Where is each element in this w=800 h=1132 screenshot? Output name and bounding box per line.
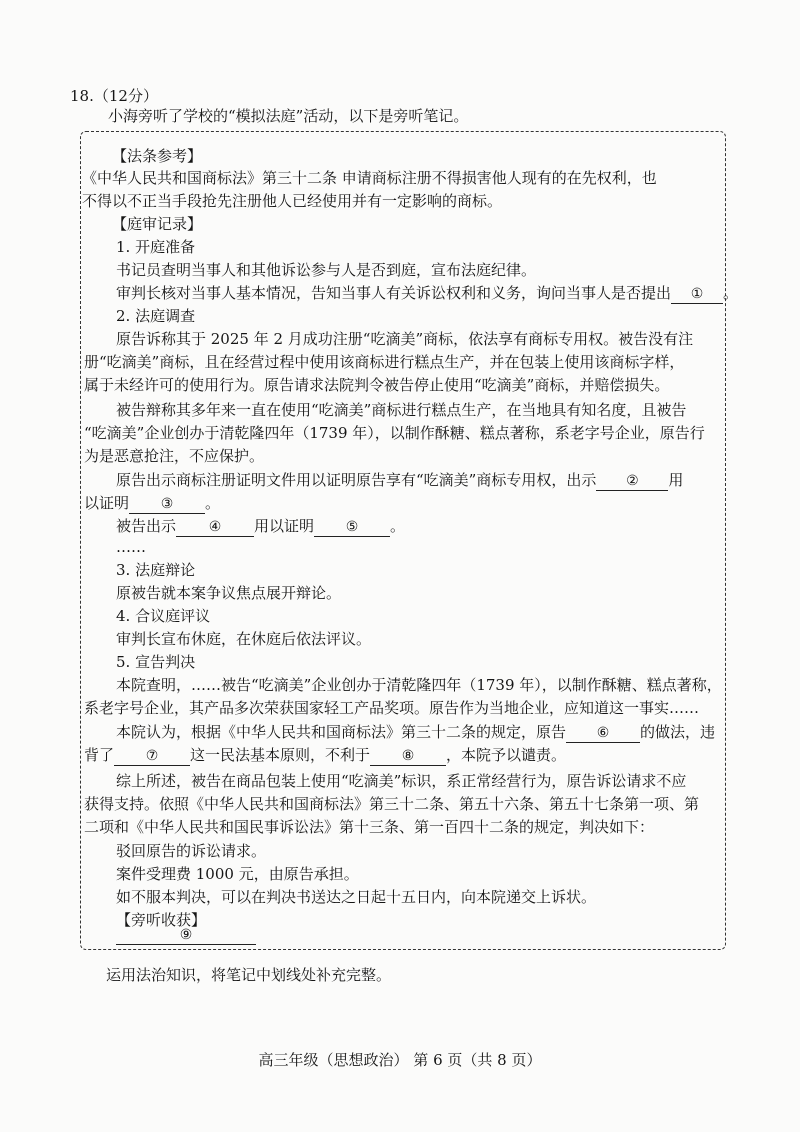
record-line: 属于未经许可的使用行为。原告请求法院判令被告停止使用“吃滴美”商标，并赔偿损失。: [84, 376, 670, 394]
text-segment: 用: [668, 471, 684, 489]
fill-blank-5[interactable]: ⑤: [314, 518, 390, 537]
verdict-line: 案件受理费 1000 元，由原告承担。: [116, 865, 359, 883]
record-line: 二项和《中华人民共和国民事诉讼法》第十三条、第一百四十二条的规定，判决如下：: [84, 818, 655, 836]
law-heading: 【法条参考】: [112, 147, 203, 165]
question-intro: 小海旁听了学校的“模拟法庭”活动，以下是旁听笔记。: [108, 107, 469, 125]
text-segment: 被告出示: [116, 517, 177, 535]
text-segment: 这一民法基本原则，不利于: [190, 746, 371, 764]
section-title: 1. 开庭准备: [116, 238, 196, 256]
record-line: [116, 722, 715, 743]
text-segment: 的做法，违: [640, 723, 716, 741]
text-segment: 背了: [84, 746, 115, 764]
fill-blank-1[interactable]: ①: [671, 285, 723, 304]
harvest-line: [116, 924, 256, 945]
record-line: [116, 470, 683, 491]
record-line: 书记员查明当事人和其他诉讼参与人是否到庭，宣布法庭纪律。: [116, 261, 537, 279]
record-line: [116, 516, 405, 537]
fill-blank-8[interactable]: ⑧: [370, 747, 446, 766]
record-line: [116, 283, 738, 304]
harvest-heading: 【旁听收获】: [116, 911, 207, 929]
record-line: 原告诉称其于 2025 年 2 月成功注册“吃滴美”商标，依法享有商标专用权。被告没有注: [116, 330, 694, 348]
record-line: 册“吃滴美”商标，且在经营过程中使用该商标进行糕点生产，并在包装上使用该商标字样，: [84, 353, 685, 371]
section-title: 5. 宣告判决: [116, 653, 196, 671]
fill-blank-3[interactable]: ③: [129, 495, 205, 514]
record-line: 本院查明，……被告“吃滴美”企业创办于清乾隆四年（1739 年），以制作酥糖、糕点著称，: [116, 676, 722, 694]
record-line: [84, 493, 220, 514]
ellipsis: ……: [116, 538, 146, 556]
record-heading: 【庭审记录】: [112, 215, 203, 233]
text-segment: 。: [205, 494, 221, 512]
text-segment: 审判长核对当事人基本情况，告知当事人有关诉讼权利和义务，询问当事人是否提出: [116, 284, 672, 302]
record-line: “吃滴美”企业创办于清乾隆四年（1739 年），以制作酥糖、糕点著称，系老字号企业，原告行: [84, 424, 705, 442]
section-title: 4. 合议庭评议: [116, 607, 211, 625]
record-line: 为是恶意抢注，不应保护。: [84, 447, 265, 465]
record-line: 审判长宣布休庭，在休庭后依法评议。: [116, 630, 372, 648]
section-title: 3. 法庭辩论: [116, 561, 196, 579]
section-title: 2. 法庭调查: [116, 307, 196, 325]
record-line: 系老字号企业，其产品多次荣获国家轻工产品奖项。原告作为当地企业，应知道这一事实……: [84, 699, 700, 717]
record-line: 综上所述，被告在商品包装上使用“吃滴美”标识，系正常经营行为，原告诉讼请求不应: [116, 772, 687, 790]
text-segment: ，本院予以谴责。: [446, 746, 567, 764]
law-text-line: 《中华人民共和国商标法》第三十二条 申请商标注册不得损害他人现有的在先权利，也: [82, 169, 657, 187]
record-line: 被告辩称其多年来一直在使用“吃滴美”商标进行糕点生产，在当地具有知名度，且被告: [116, 401, 687, 419]
fill-blank-7[interactable]: ⑦: [114, 747, 190, 766]
page-footer: 高三年级（思想政治） 第 6 页（共 8 页）: [258, 1051, 542, 1069]
law-text-line: 不得以不正当手段抢先注册他人已经使用并有一定影响的商标。: [82, 192, 503, 210]
text-segment: 。: [390, 517, 406, 535]
text-segment: 用以证明: [254, 517, 315, 535]
fill-blank-2[interactable]: ②: [596, 472, 668, 491]
verdict-line: 如不服本判决，可以在判决书送达之日起十五日内，向本院递交上诉状。: [116, 888, 597, 906]
verdict-line: 驳回原告的诉讼请求。: [116, 842, 267, 860]
record-line: 获得支持。依照《中华人民共和国商标法》第三十二条、第五十六条、第五十七条第一项、第: [84, 795, 700, 813]
question-number: 18.（12分）: [70, 87, 158, 105]
fill-blank-4[interactable]: ④: [176, 518, 254, 537]
record-line: [84, 745, 566, 766]
text-segment: 本院认为，根据《中华人民共和国商标法》第三十二条的规定，原告: [116, 723, 567, 741]
fill-blank-6[interactable]: ⑥: [566, 724, 640, 743]
text-segment: 。: [723, 284, 739, 302]
instruction: 运用法治知识，将笔记中划线处补充完整。: [106, 966, 392, 984]
text-segment: 以证明: [84, 494, 130, 512]
record-line: 原被告就本案争议焦点展开辩论。: [116, 584, 342, 602]
text-segment: 原告出示商标注册证明文件用以证明原告享有“吃滴美”商标专用权，出示: [116, 471, 597, 489]
fill-blank-9[interactable]: ⑨: [116, 926, 256, 945]
